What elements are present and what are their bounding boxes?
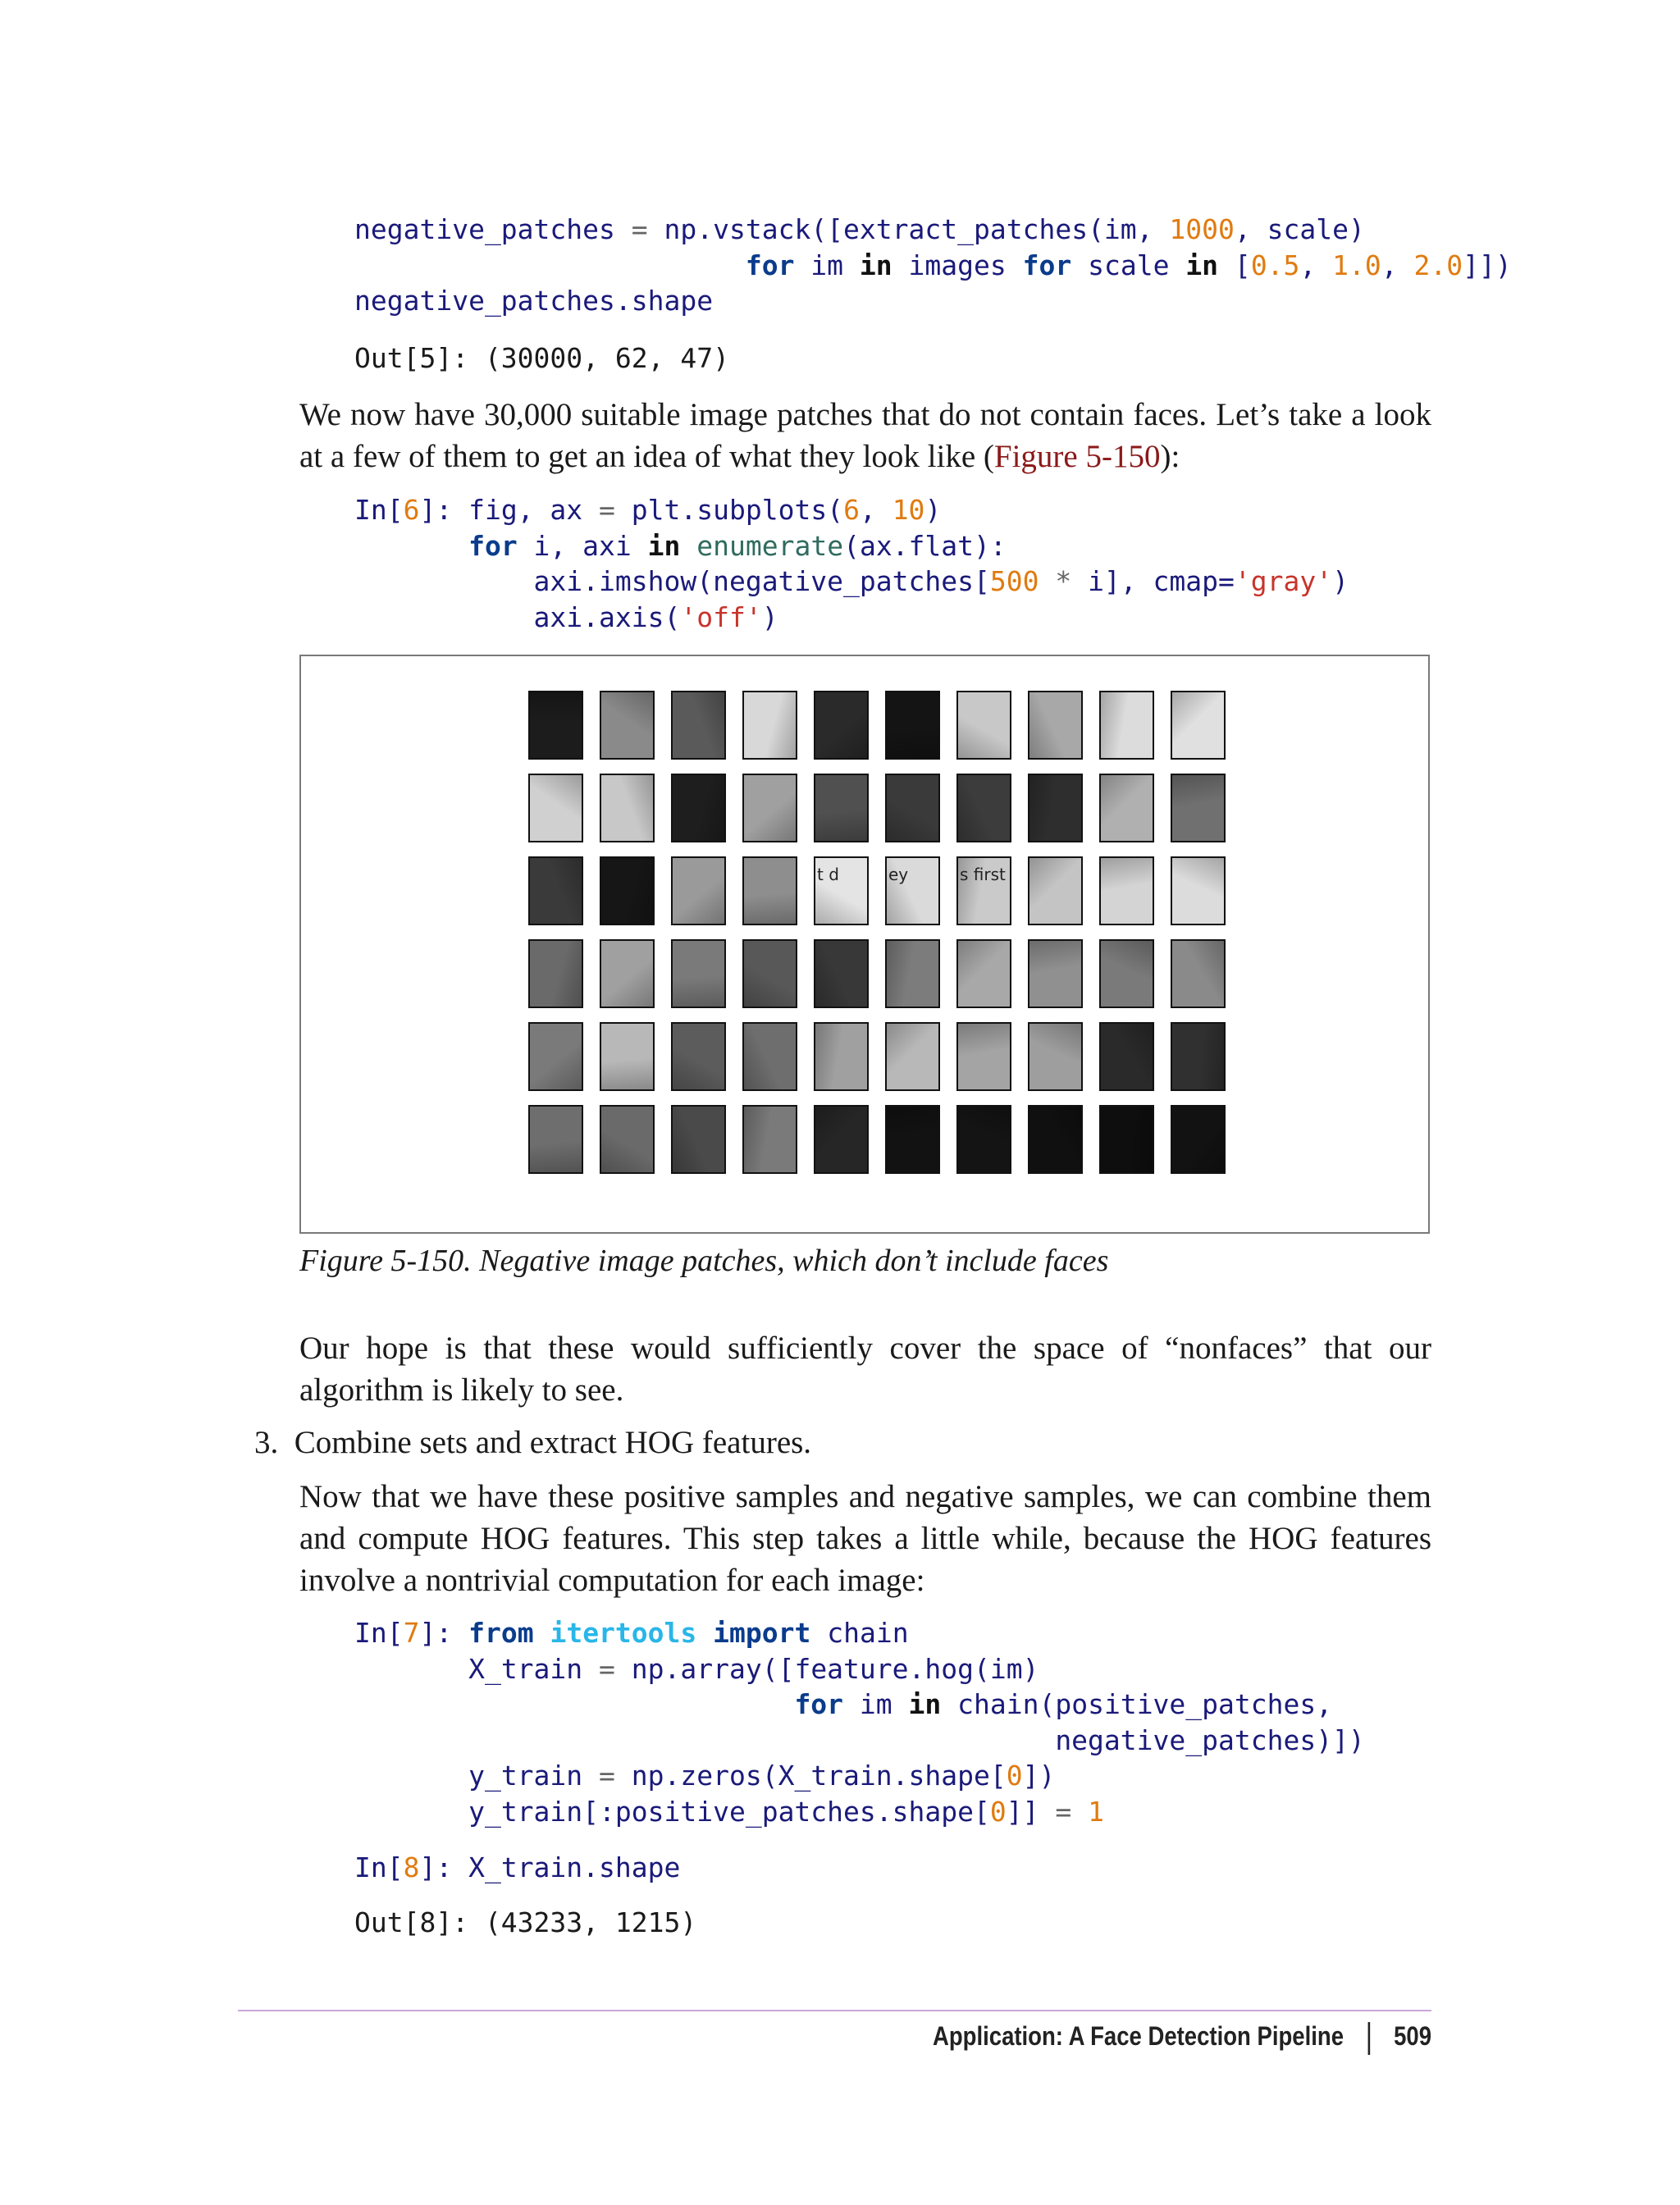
code-prompt: In[ (354, 1851, 404, 1883)
footer-separator (1367, 2022, 1370, 2055)
image-patch (1171, 691, 1226, 760)
image-patch (1171, 856, 1226, 925)
list-item-text: Combine sets and extract HOG features. (294, 1425, 812, 1460)
image-patch (956, 939, 1011, 1008)
image-patch (600, 1105, 655, 1174)
image-patch (600, 1022, 655, 1091)
image-patch (956, 1022, 1011, 1091)
image-patch (885, 856, 940, 925)
image-patch (956, 774, 1011, 842)
image-patch (600, 774, 655, 842)
code-line: for im in images for scale in [0.5, 1.0, 2.0]]) (745, 249, 1512, 281)
image-patch (671, 856, 726, 925)
code-line: for i, axi in enumerate(ax.flat): (468, 529, 1007, 562)
image-patch (814, 939, 869, 1008)
image-patch (742, 939, 797, 1008)
image-patch (671, 774, 726, 842)
image-patch (600, 691, 655, 760)
image-patch (600, 856, 655, 925)
image-patch (742, 691, 797, 760)
image-patch (1099, 1105, 1154, 1174)
image-patch (528, 1022, 583, 1091)
paragraph-nonfaces: Our hope is that these would sufficiently cover the space of “nonfaces” that our algorithm is likely to see. (299, 1331, 1431, 1408)
code-line: negative_patches)]) (1055, 1723, 1365, 1756)
image-patch (528, 691, 583, 760)
patch-text: t d (817, 865, 839, 884)
footer-rule (238, 2010, 1431, 2011)
code-output-5 (354, 340, 729, 377)
page-footer (933, 2021, 1431, 2055)
figure-caption: Figure 5-150. Negative image patches, which don’t include faces (299, 1244, 1109, 1278)
image-patch (956, 1105, 1011, 1174)
patch-text: s first (960, 865, 1006, 884)
output-text: Out[8]: (43233, 1215) (354, 1906, 697, 1938)
code-line: y_train = np.zeros(X_train.shape[0]) (468, 1760, 1056, 1792)
image-patch (600, 939, 655, 1008)
image-patch (1028, 691, 1083, 760)
image-patch (1171, 1022, 1226, 1091)
image-patch (671, 939, 726, 1008)
code-block-hog-features (354, 1615, 1365, 1829)
image-patch (814, 1105, 869, 1174)
code-line: for im in chain(positive_patches, (794, 1688, 1333, 1720)
figure-reference-link[interactable]: Figure 5-150 (993, 439, 1161, 474)
image-patch (742, 1105, 797, 1174)
image-patch (671, 1022, 726, 1091)
image-patch (1028, 1022, 1083, 1091)
image-patch (1028, 939, 1083, 1008)
image-patch (1171, 939, 1226, 1008)
image-patch (742, 774, 797, 842)
image-patch (1099, 856, 1154, 925)
image-patch (1028, 856, 1083, 925)
image-patch (956, 856, 1011, 925)
image-patch (814, 1022, 869, 1091)
image-patch (671, 1105, 726, 1174)
list-item-3 (254, 1422, 811, 1463)
image-patch (814, 774, 869, 842)
list-number: 3. (254, 1425, 279, 1460)
paragraph-text: We now have 30,000 suitable image patches that do not contain faces. Let’s take a look at a few of them to get an idea of what they look like ( (299, 397, 1431, 474)
image-patch (742, 856, 797, 925)
code-block-subplots (354, 492, 1349, 635)
code-line: axi.imshow(negative_patches[500 * i], cmap='gray') (533, 565, 1349, 597)
code-line: negative_patches = np.vstack([extract_patches(im, 1000, scale) (354, 213, 1365, 245)
image-patch (1099, 939, 1154, 1008)
image-patch (1099, 691, 1154, 760)
image-patch (885, 1105, 940, 1174)
code-line: axi.axis('off') (533, 600, 778, 633)
code-line: y_train[:positive_patches.shape[0]] = 1 (468, 1795, 1104, 1828)
code-text: ]: X_train.shape (419, 1851, 681, 1883)
code-line: negative_patches.shape (354, 285, 714, 317)
image-patch (885, 939, 940, 1008)
image-patch (885, 1022, 940, 1091)
code-block-negative-patches (354, 212, 1512, 319)
image-patch (1099, 774, 1154, 842)
image-patch (1028, 774, 1083, 842)
code-line: X_train = np.array([feature.hog(im) (468, 1652, 1039, 1685)
image-patch (1171, 774, 1226, 842)
image-patch (742, 1022, 797, 1091)
running-title: Application: A Face Detection Pipeline (932, 2021, 1344, 2051)
image-patch (528, 856, 583, 925)
image-patch (1171, 1105, 1226, 1174)
image-patch (528, 939, 583, 1008)
patch-text: ey (888, 865, 909, 884)
code-output-8 (354, 1905, 696, 1941)
image-patch (1099, 1022, 1154, 1091)
paragraph-hog: Now that we have these positive samples and negative samples, we can combine them and compute HOG features. This step takes a little while, because the HOG features involve a nontrivial computation for each image: (299, 1479, 1431, 1598)
image-patch (956, 691, 1011, 760)
output-text: Out[5]: (30000, 62, 47) (354, 342, 729, 374)
paragraph-intro (299, 394, 1431, 477)
image-patch (814, 856, 869, 925)
code-line: In[7]: from itertools import chain (354, 1617, 909, 1649)
paragraph-end: ): (1160, 439, 1180, 474)
image-patch (528, 774, 583, 842)
image-patch (1028, 1105, 1083, 1174)
cell-number: 8 (403, 1851, 420, 1883)
image-patch (528, 1105, 583, 1174)
image-patch (885, 691, 940, 760)
image-patch (885, 774, 940, 842)
figure-negative-patches (299, 655, 1430, 1234)
code-line: In[6]: fig, ax = plt.subplots(6, 10) (354, 494, 942, 526)
page-number: 509 (1394, 2021, 1431, 2051)
image-patch (671, 691, 726, 760)
image-patch (814, 691, 869, 760)
code-block-xtrain-shape (354, 1850, 680, 1886)
